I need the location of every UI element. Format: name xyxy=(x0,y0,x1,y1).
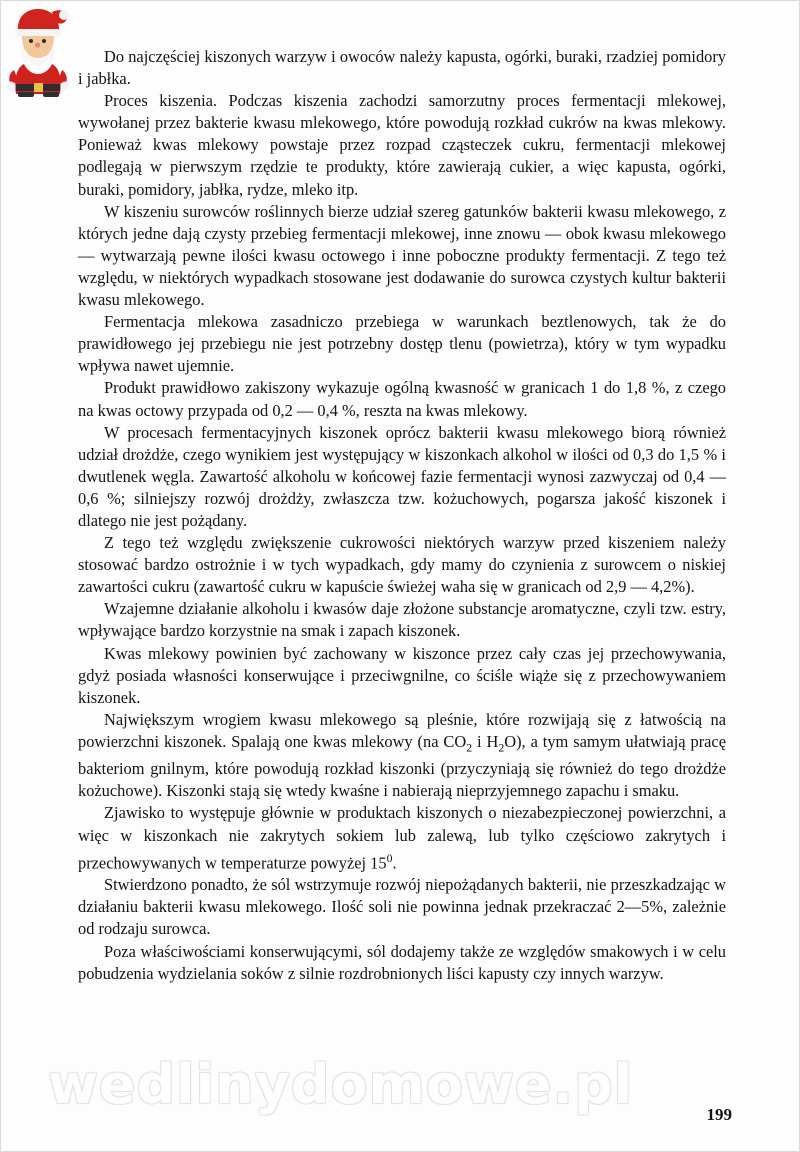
santa-claus-icon xyxy=(6,6,72,98)
paragraph-10-part-5: O), a tym samym ułatwiają pracę bakteriom gnilnym, które powodują rozkład kiszonki (przyczyniają się również do tego drożdże kożuchowe). Kiszonki stają się wtedy kwaśne i nabierają nieprzyjemnego zapachu i smaku. xyxy=(78,731,726,801)
paragraph-7: Z tego też względu zwiększenie cukrowości niektórych warzyw przed kiszeniem należy stosować bardzo ostrożnie i w tych wypadkach, gdy mamy do czynienia z surowcem o niskiej zawartości cukru (zawartość cukru w kapuście świeżej waha się w granicach od 2,9 — 4,2%). xyxy=(78,533,726,597)
paragraph-3: W kiszeniu surowców roślinnych bierze udział szereg gatunków bakterii kwasu mlekowego, z których jedne dają czysty przebieg fermentacji mlekowej, inne znowu — obok kwasu mlekowego — wytwarzają pewne ilości kwasu octowego i inne poboczne produkty fermentacji. Z tego też względu, w niektórych wypadkach stosowane jest dodawanie do surowca czystych kultur bakterii kwasu mlekowego. xyxy=(78,201,726,310)
paragraph-11-part-3: . xyxy=(392,853,397,873)
paragraph-12: Stwierdzono ponadto, że sól wstrzymuje rozwój niepożądanych bakterii, nie przeszkadzając w działaniu bakterii kwasu mlekowego. Ilość soli nie powinna jednak przekraczać 2—5%, zależnie od rodzaju surowca. xyxy=(78,875,726,939)
paragraph-9: Kwas mlekowy powinien być zachowany w kiszonce przez cały czas jej przechowywania, gdyż posiada własności konserwujące i przeciwgnilne, co ściśle wiąże się z przechowywaniem kiszonek. xyxy=(78,643,726,707)
paragraph-10-part-3: i H xyxy=(472,731,499,751)
paragraph-1: Do najczęściej kiszonych warzyw i owoców należy kapusta, ogórki, buraki, rzadziej pomidory i jabłka. xyxy=(78,47,726,89)
page-number: 199 xyxy=(706,1105,732,1124)
paragraph-10-part-1: Największym wrogiem kwasu mlekowego są pleśnie, które rozwijają się z łatwością na powierzchni kiszonek. Spalają one kwas mlekowy (na CO xyxy=(78,709,726,751)
paragraph-13: Poza właściwościami konserwującymi, sól dodajemy także ze względów smakowych i w celu pobudzenia wydzielania soków z silnie rozdrobnionych liści kapusty czy innych warzyw. xyxy=(78,941,726,983)
paragraph-4: Fermentacja mlekowa zasadniczo przebiega w warunkach beztlenowych, tak że do prawidłowego jej przebiegu nie jest potrzebny dostęp tlenu (powietrza), który w tym wypadku wpływa nawet ujemnie. xyxy=(78,312,726,376)
paragraph-2: Proces kiszenia. Podczas kiszenia zachodzi samorzutny proces fermentacji mlekowej, wywołanej przez bakterie kwasu mlekowego, które powodują rozkład cukrów na kwas mlekowy. Ponieważ kwas mlekowy powstaje przez rozpad cząsteczek cukru, fermentacji mlekowej podlegają w pierwszym rzędzie te produkty, które zawierają cukier, a więc kapusta, ogórki, buraki, pomidory, jabłka, rydze, mleko itp. xyxy=(78,91,726,199)
paragraph-11 xyxy=(78,802,726,874)
paragraph-10 xyxy=(78,709,726,803)
subscript-h2o: 2 xyxy=(498,740,505,755)
superscript-degree: 0 xyxy=(386,850,393,865)
paragraph-11-part-1: Zjawisko to występuje głównie w produktach kiszonych o niezabezpieczonej powierzchni, a więc w kiszonkach nie zakrytych sokiem lub zalewą, lub tylko częściowo zakrytych i przechowywanych w temperaturze powyżej 15 xyxy=(78,803,726,873)
subscript-co2: 2 xyxy=(466,740,473,755)
paragraph-6: W procesach fermentacyjnych kiszonek oprócz bakterii kwasu mlekowego biorą również udział drożdże, czego wynikiem jest występujący w kiszonkach alkohol w ilości od 0,3 do 1,5 % i dwutlenek węgla. Zawartość alkoholu w końcowej fazie fermentacji wynosi zazwyczaj od 0,4 — 0,6 %; silniejszy rozwój drożdży, zwłaszcza tzw. kożuchowych, pogarsza jakość kiszonek i dlatego nie jest pożądany. xyxy=(78,422,726,530)
paragraph-5: Produkt prawidłowo zakiszony wykazuje ogólną kwasność w granicach 1 do 1,8 %, z czego na kwas octowy przypada od 0,2 — 0,4 %, reszta na kwas mlekowy. xyxy=(78,378,726,420)
body-text xyxy=(78,46,726,985)
watermark: wedlinydomowe.pl xyxy=(48,1053,634,1116)
paragraph-8: Wzajemne działanie alkoholu i kwasów daje złożone substancje aromatyczne, czyli tzw. estry, wpływające bardzo korzystnie na smak i zapach kiszonek. xyxy=(78,599,726,641)
